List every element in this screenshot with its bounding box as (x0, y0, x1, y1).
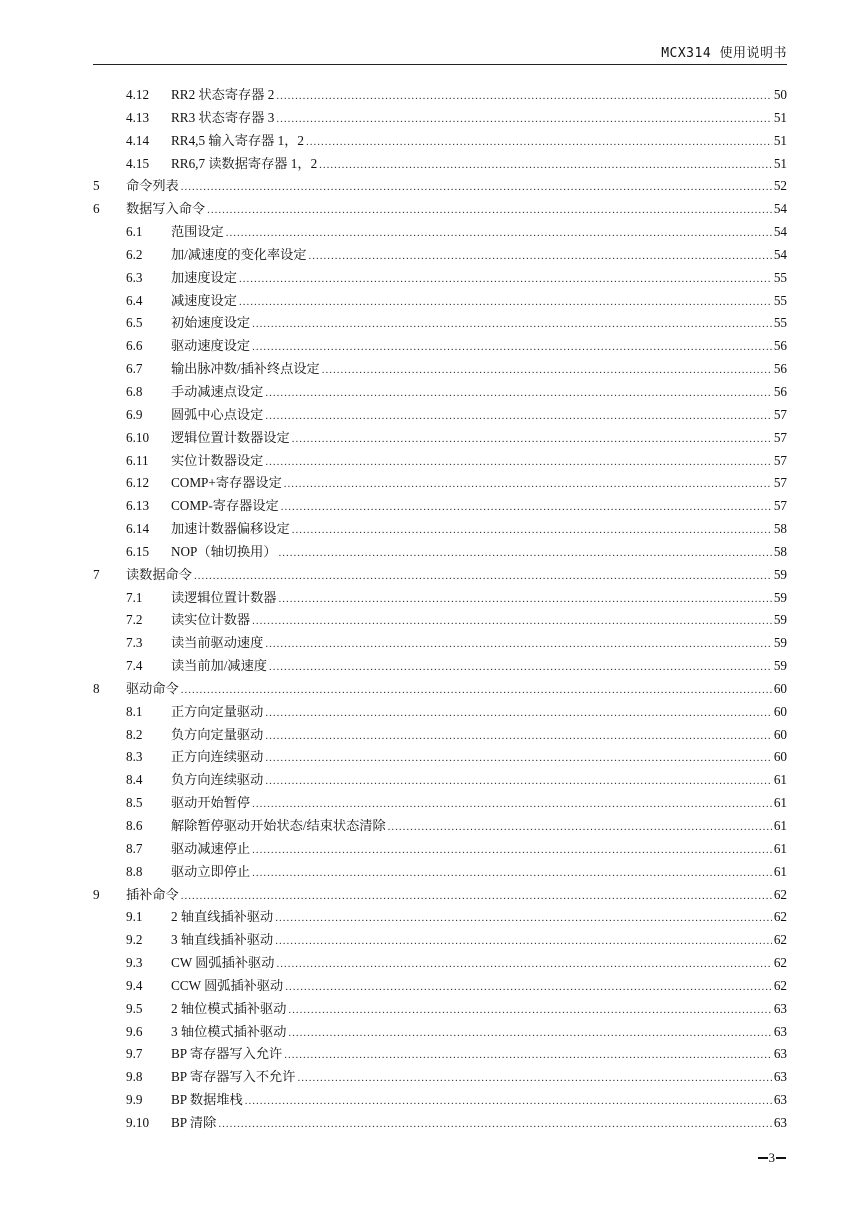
toc-entry-line (171, 335, 787, 359)
toc-entry-line (171, 381, 787, 405)
footer-dash-left (758, 1157, 768, 1159)
toc-entry-line (171, 1066, 787, 1090)
toc-entry-page: 59 (773, 566, 787, 582)
page-number: 3 (768, 1150, 775, 1165)
dot-leader (388, 816, 772, 839)
dot-leader (239, 291, 772, 314)
toc-entry-title: BP 寄存器写入不允许 (171, 1069, 296, 1085)
toc-entry-title: 读当前加/减速度 (171, 658, 267, 674)
toc-entry-number: 9.8 (126, 1069, 143, 1085)
dot-leader (309, 245, 772, 268)
toc-entry-page: 60 (773, 703, 787, 719)
table-of-contents (93, 84, 787, 1135)
toc-entry-number: 4.14 (126, 132, 150, 148)
dot-leader (284, 1044, 772, 1067)
toc-entry-page: 55 (773, 315, 787, 331)
toc-entry-line (171, 312, 787, 336)
toc-entry-line (171, 815, 787, 839)
toc-entry-title: 负方向定量驱动 (171, 726, 264, 742)
toc-entry-number: 6.15 (126, 543, 150, 559)
toc-entry[interactable] (93, 1066, 787, 1089)
toc-entry[interactable] (93, 609, 787, 632)
toc-entry-page: 63 (773, 1000, 787, 1016)
toc-entry-number: 6.11 (126, 452, 149, 468)
toc-entry-title: 加速计数器偏移设定 (171, 521, 290, 537)
toc-entry-page: 57 (773, 429, 787, 445)
toc-entry-line (171, 1021, 787, 1045)
toc-entry-line (171, 792, 787, 816)
toc-entry[interactable] (93, 769, 787, 792)
toc-entry-page: 62 (773, 886, 787, 902)
dot-leader (265, 405, 772, 428)
toc-entry-title: CCW 圆弧插补驱动 (171, 977, 284, 993)
toc-entry-page: 59 (773, 612, 787, 628)
toc-entry[interactable] (93, 198, 787, 221)
toc-entry-page: 62 (773, 977, 787, 993)
toc-entry[interactable] (93, 792, 787, 815)
toc-entry-page: 61 (773, 795, 787, 811)
toc-entry-line (171, 701, 787, 725)
toc-entry-title: CW 圆弧插补驱动 (171, 955, 275, 971)
toc-entry-title: RR6,7 读数据寄存器 1，2 (171, 155, 318, 171)
dot-leader (265, 451, 772, 474)
toc-entry-line (171, 746, 787, 770)
toc-entry-line (171, 1112, 787, 1136)
toc-entry-number: 6 (93, 201, 100, 217)
toc-entry-title: 输出脉冲数/插补终点设定 (171, 361, 320, 377)
toc-entry-number: 6.8 (126, 383, 143, 399)
dot-leader (288, 999, 771, 1022)
toc-entry-page: 59 (773, 658, 787, 674)
toc-entry[interactable] (93, 221, 787, 244)
dot-leader (285, 976, 772, 999)
toc-entry-title: 初始速度设定 (171, 315, 251, 331)
toc-entry-line (171, 1043, 787, 1067)
toc-entry-line (126, 884, 787, 908)
toc-entry[interactable] (93, 472, 787, 495)
toc-entry-page: 60 (773, 726, 787, 742)
dot-leader (279, 542, 772, 565)
toc-entry[interactable] (93, 175, 787, 198)
toc-entry-title: 2 轴位模式插补驱动 (171, 1000, 287, 1016)
toc-entry-number: 8.5 (126, 795, 143, 811)
toc-entry-number: 9.3 (126, 955, 143, 971)
toc-entry-line (171, 1089, 787, 1113)
toc-entry-page: 56 (773, 383, 787, 399)
toc-entry-title: 实位计数器设定 (171, 452, 264, 468)
toc-entry-number: 8.6 (126, 818, 143, 833)
dot-leader (252, 839, 772, 862)
toc-entry-title: 范围设定 (171, 224, 224, 240)
footer-dash-right (776, 1157, 786, 1159)
toc-entry-line (171, 244, 787, 268)
toc-entry-page: 55 (773, 292, 787, 308)
toc-entry-number: 9.7 (126, 1046, 143, 1062)
toc-entry-number: 6.4 (126, 292, 143, 308)
toc-entry-title: 2 轴直线插补驱动 (171, 909, 274, 925)
toc-entry-page: 57 (773, 498, 787, 514)
toc-entry-page: 56 (773, 338, 787, 354)
dot-leader (265, 633, 772, 656)
dot-leader (265, 770, 772, 793)
toc-entry-title: COMP+寄存器设定 (171, 475, 282, 491)
toc-entry[interactable] (93, 861, 787, 884)
dot-leader (245, 1090, 772, 1113)
dot-leader (265, 747, 772, 770)
toc-entry-line (171, 906, 787, 930)
toc-entry-title: 驱动减速停止 (171, 840, 251, 856)
toc-entry-line (171, 998, 787, 1022)
toc-entry-line (171, 724, 787, 748)
toc-entry[interactable] (93, 84, 787, 107)
toc-entry-page: 51 (773, 132, 787, 148)
toc-entry-title: RR3 状态寄存器 3 (171, 109, 275, 125)
toc-entry-page: 54 (773, 201, 787, 217)
toc-entry-number: 8.4 (126, 772, 143, 788)
toc-entry[interactable] (93, 541, 787, 564)
toc-entry-title: RR4,5 输入寄存器 1，2 (171, 132, 304, 148)
dot-leader (276, 85, 772, 108)
toc-entry-number: 6.7 (126, 361, 143, 377)
dot-leader (292, 428, 772, 451)
toc-entry-line (171, 450, 787, 474)
toc-entry-number: 6.13 (126, 498, 150, 514)
toc-entry-page: 61 (773, 840, 787, 856)
dot-leader (194, 565, 772, 588)
toc-entry[interactable] (93, 1021, 787, 1044)
toc-entry-number: 7.3 (126, 635, 143, 651)
toc-entry-title: 数据写入命令 (126, 201, 206, 217)
toc-entry-page: 60 (773, 749, 787, 765)
toc-entry-number: 6.12 (126, 475, 150, 491)
toc-entry-line (171, 472, 787, 496)
toc-entry-line (171, 587, 787, 611)
toc-entry-line (171, 929, 787, 953)
dot-leader (275, 930, 772, 953)
dot-leader (252, 313, 772, 336)
dot-leader (181, 176, 772, 199)
dot-leader (281, 496, 772, 519)
toc-entry[interactable] (93, 975, 787, 998)
toc-entry-page: 63 (773, 1114, 787, 1130)
toc-entry-line (171, 975, 787, 999)
document-title: MCX314 使用说明书 (661, 46, 787, 61)
toc-entry-line (171, 404, 787, 428)
toc-entry-title: 正方向定量驱动 (171, 703, 264, 719)
toc-entry-line (171, 655, 787, 679)
toc-entry-title: 读实位计数器 (171, 612, 251, 628)
toc-entry-page: 54 (773, 246, 787, 262)
toc-entry-page: 51 (773, 155, 787, 171)
toc-entry-page: 60 (773, 680, 787, 696)
toc-entry-page: 51 (773, 109, 787, 125)
toc-entry[interactable] (93, 290, 787, 313)
toc-entry-number: 6.1 (126, 224, 143, 240)
toc-entry[interactable] (93, 244, 787, 267)
toc-entry-page: 61 (773, 818, 787, 833)
toc-entry-number: 9.4 (126, 977, 143, 993)
toc-entry-line (171, 632, 787, 656)
toc-entry[interactable] (93, 518, 787, 541)
dot-leader (265, 702, 772, 725)
dot-leader (276, 953, 771, 976)
toc-entry[interactable] (93, 884, 787, 907)
page-header (93, 34, 787, 65)
toc-entry[interactable] (93, 404, 787, 427)
toc-entry-line (171, 221, 787, 245)
toc-entry-page: 57 (773, 406, 787, 422)
toc-entry[interactable] (93, 450, 787, 473)
toc-entry-page: 59 (773, 635, 787, 651)
toc-entry[interactable] (93, 130, 787, 153)
toc-entry-title: 减速度设定 (171, 292, 237, 308)
toc-entry-title: 逻辑位置计数器设定 (171, 429, 290, 445)
toc-entry-title: 圆弧中心点设定 (171, 406, 264, 422)
dot-leader (292, 519, 772, 542)
toc-entry-number: 9.1 (126, 909, 143, 925)
toc-entry-number: 8 (93, 680, 100, 696)
toc-entry-line (171, 518, 787, 542)
toc-entry-line (171, 358, 787, 382)
toc-entry-number: 4.13 (126, 109, 150, 125)
toc-entry-line (171, 838, 787, 862)
dot-leader (284, 473, 772, 496)
toc-entry-title: BP 寄存器写入允许 (171, 1046, 283, 1062)
toc-entry-number: 7.1 (126, 589, 143, 605)
toc-entry[interactable] (93, 153, 787, 176)
toc-entry-number: 9.10 (126, 1114, 150, 1130)
toc-entry-page: 52 (773, 178, 787, 194)
toc-entry[interactable] (93, 815, 787, 838)
toc-entry[interactable] (93, 564, 787, 587)
page-footer (740, 1150, 787, 1166)
toc-entry[interactable] (93, 1043, 787, 1066)
toc-entry-number: 6.14 (126, 521, 150, 537)
toc-entry-line (126, 564, 787, 588)
toc-entry-page: 59 (773, 589, 787, 605)
toc-entry-title: 命令列表 (126, 178, 179, 194)
toc-entry-title: 手动减速点设定 (171, 383, 264, 399)
toc-entry-number: 9.6 (126, 1023, 143, 1039)
toc-entry-line (171, 952, 787, 976)
toc-entry-title: 驱动立即停止 (171, 863, 251, 879)
dot-leader (252, 610, 772, 633)
toc-entry-title: 3 轴位模式插补驱动 (171, 1023, 287, 1039)
toc-entry-line (171, 541, 787, 565)
toc-entry[interactable] (93, 107, 787, 130)
toc-entry-title: 插补命令 (126, 886, 179, 902)
dot-leader (239, 268, 772, 291)
toc-entry-page: 63 (773, 1046, 787, 1062)
toc-entry-line (171, 84, 787, 108)
toc-entry[interactable] (93, 587, 787, 610)
toc-entry-page: 62 (773, 909, 787, 925)
toc-entry-number: 4.15 (126, 155, 150, 171)
toc-entry-title: 读逻辑位置计数器 (171, 589, 277, 605)
dot-leader (288, 1022, 771, 1045)
toc-entry-title: BP 数据堆栈 (171, 1092, 243, 1108)
dot-leader (181, 885, 772, 908)
toc-entry-page: 63 (773, 1069, 787, 1085)
dot-leader (181, 679, 772, 702)
toc-entry-title: 驱动命令 (126, 680, 179, 696)
dot-leader (297, 1067, 771, 1090)
toc-entry-line (171, 107, 787, 131)
dot-leader (322, 359, 772, 382)
toc-entry-line (171, 769, 787, 793)
toc-entry-page: 58 (773, 543, 787, 559)
toc-entry[interactable] (93, 335, 787, 358)
toc-entry-line (171, 153, 787, 177)
toc-entry-page: 57 (773, 475, 787, 491)
toc-entry-title: 加速度设定 (171, 269, 237, 285)
toc-entry-line (171, 609, 787, 633)
toc-entry-title: 驱动开始暂停 (171, 795, 251, 811)
toc-entry-number: 9.2 (126, 932, 143, 948)
dot-leader (252, 862, 772, 885)
dot-leader (252, 336, 772, 359)
toc-entry-line (171, 267, 787, 291)
toc-entry-page: 50 (773, 87, 787, 102)
toc-entry-number: 6.9 (126, 406, 143, 422)
toc-entry[interactable] (93, 678, 787, 701)
toc-entry-number: 4.12 (126, 87, 150, 102)
toc-entry[interactable] (93, 746, 787, 769)
toc-entry-page: 61 (773, 863, 787, 879)
toc-entry[interactable] (93, 701, 787, 724)
toc-entry[interactable] (93, 838, 787, 861)
toc-entry-page: 54 (773, 224, 787, 240)
toc-entry-title: NOP（轴切换用） (171, 543, 277, 559)
dot-leader (269, 656, 772, 679)
toc-entry-title: 读数据命令 (126, 566, 192, 582)
toc-entry-number: 7.2 (126, 612, 143, 628)
toc-entry[interactable] (93, 381, 787, 404)
toc-entry-page: 56 (773, 361, 787, 377)
toc-entry-number: 6.6 (126, 338, 143, 354)
toc-entry[interactable] (93, 495, 787, 518)
toc-entry[interactable] (93, 906, 787, 929)
toc-entry[interactable] (93, 998, 787, 1021)
toc-entry-line (126, 678, 787, 702)
toc-entry[interactable] (93, 1089, 787, 1112)
toc-entry-number: 5 (93, 178, 100, 194)
toc-entry-title: 驱动速度设定 (171, 338, 251, 354)
toc-entry-line (171, 495, 787, 519)
toc-entry-number: 6.10 (126, 429, 150, 445)
toc-entry-page: 58 (773, 521, 787, 537)
toc-entry-line (171, 290, 787, 314)
toc-entry[interactable] (93, 312, 787, 335)
toc-entry-page: 63 (773, 1023, 787, 1039)
toc-entry-page: 62 (773, 955, 787, 971)
toc-entry[interactable] (93, 929, 787, 952)
dot-leader (319, 154, 772, 177)
toc-entry-number: 8.2 (126, 726, 143, 742)
toc-entry-page: 62 (773, 932, 787, 948)
toc-entry-number: 8.3 (126, 749, 143, 765)
toc-entry[interactable] (93, 655, 787, 678)
toc-entry-number: 6.2 (126, 246, 143, 262)
toc-entry-page: 55 (773, 269, 787, 285)
toc-entry-title: 读当前驱动速度 (171, 635, 264, 651)
toc-entry-title: 解除暂停驱动开始状态/结束状态清除 (171, 818, 386, 833)
toc-entry-number: 8.7 (126, 840, 143, 856)
toc-entry-number: 6.5 (126, 315, 143, 331)
toc-entry-number: 8.1 (126, 703, 143, 719)
toc-entry-number: 9.9 (126, 1092, 143, 1108)
toc-entry-line (126, 198, 787, 222)
toc-entry-title: 正方向连续驱动 (171, 749, 264, 765)
toc-entry-title: 加/减速度的变化率设定 (171, 246, 307, 262)
toc-entry-number: 9.5 (126, 1000, 143, 1016)
dot-leader (276, 108, 772, 131)
toc-entry[interactable] (93, 267, 787, 290)
toc-entry-title: RR2 状态寄存器 2 (171, 87, 275, 102)
dot-leader (306, 131, 772, 154)
dot-leader (265, 382, 772, 405)
toc-entry-page: 61 (773, 772, 787, 788)
dot-leader (218, 1113, 772, 1136)
toc-entry-number: 7.4 (126, 658, 143, 674)
toc-entry-line (171, 130, 787, 154)
toc-entry[interactable] (93, 1112, 787, 1135)
toc-entry-number: 6.3 (126, 269, 143, 285)
dot-leader (252, 793, 772, 816)
toc-entry-title: BP 清除 (171, 1114, 217, 1130)
toc-entry-line (171, 861, 787, 885)
dot-leader (279, 588, 772, 611)
toc-entry[interactable] (93, 358, 787, 381)
toc-entry-number: 9 (93, 886, 100, 902)
toc-entry[interactable] (93, 427, 787, 450)
toc-entry-number: 8.8 (126, 863, 143, 879)
toc-entry-title: 3 轴直线插补驱动 (171, 932, 274, 948)
toc-entry-page: 57 (773, 452, 787, 468)
toc-entry-title: 负方向连续驱动 (171, 772, 264, 788)
dot-leader (226, 222, 772, 245)
toc-entry[interactable] (93, 952, 787, 975)
toc-entry-number: 7 (93, 566, 100, 582)
dot-leader (275, 907, 772, 930)
dot-leader (207, 199, 772, 222)
toc-entry-page: 63 (773, 1092, 787, 1108)
toc-entry[interactable] (93, 724, 787, 747)
toc-entry-title: COMP-寄存器设定 (171, 498, 279, 514)
toc-entry-line (171, 427, 787, 451)
toc-entry[interactable] (93, 632, 787, 655)
toc-entry-line (126, 175, 787, 199)
dot-leader (265, 725, 772, 748)
